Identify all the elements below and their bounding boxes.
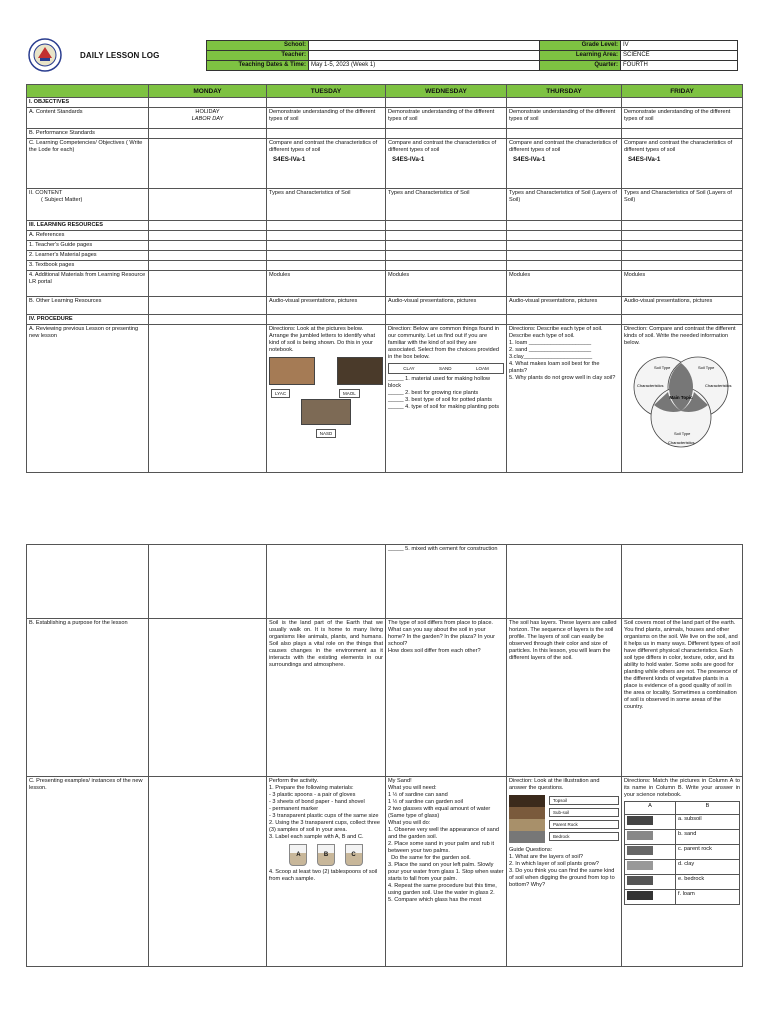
content-fri: Types and Characteristics of Soil (Layers of Soil) bbox=[622, 189, 743, 221]
present-thu bbox=[507, 777, 622, 967]
audio-thu: Audio-visual presentations, pictures bbox=[507, 297, 622, 315]
day-thursday: THURSDAY bbox=[507, 85, 622, 98]
area-value: SCIENCE bbox=[621, 51, 738, 61]
establish-wed bbox=[386, 619, 507, 777]
soil-pic-a bbox=[269, 357, 315, 399]
layer-bedrock: Bedrock bbox=[549, 832, 619, 841]
thu-line-2: Describe each type of soil. bbox=[509, 333, 575, 339]
teacher-label: Teacher: bbox=[207, 51, 309, 61]
lc-code: S4ES-IVa-1 bbox=[513, 156, 546, 163]
comp-tue bbox=[267, 139, 386, 189]
grade-value: IV bbox=[621, 41, 738, 51]
content-wed: Types and Characteristics of Soil bbox=[386, 189, 507, 221]
clay-picture bbox=[269, 357, 315, 385]
dates-label: Teaching Dates & Time: bbox=[207, 61, 309, 71]
present-fri bbox=[622, 777, 743, 967]
present-tue-2: 1. Prepare the following materials: bbox=[269, 785, 354, 791]
review-wed bbox=[386, 325, 507, 473]
comp-thu bbox=[507, 139, 622, 189]
lesson-table-1 bbox=[26, 84, 743, 473]
present-tue-8: 3. Label each sample with A, B and C. bbox=[269, 834, 364, 840]
venn-char-1: Characteristics bbox=[637, 383, 664, 388]
quarter-label: Quarter: bbox=[540, 61, 621, 71]
present-wed-6: What you will do: bbox=[388, 820, 431, 826]
cs-thu: Demonstrate understanding of the different types of soil bbox=[507, 108, 622, 129]
other-resources-row bbox=[27, 297, 743, 315]
lesson-log-header bbox=[26, 38, 742, 72]
choice-loam: LOAM bbox=[475, 366, 489, 371]
thu-line-1: Directions: Describe each type of soil. bbox=[509, 326, 603, 332]
match-table bbox=[624, 801, 740, 905]
wed-item-4: _____ 4. type of soil for making planting pots bbox=[388, 404, 500, 410]
document-title: DAILY LESSON LOG bbox=[80, 51, 160, 60]
lc-code: S4ES-IVa-1 bbox=[392, 156, 425, 163]
present-wed-11: 4. Repeat the same procedure but this time, using garden soil. Use the water in glass 2. bbox=[388, 883, 499, 896]
present-wed-1: My Sand! bbox=[388, 778, 412, 784]
thu-line-5: 3.clay______________________ bbox=[509, 354, 593, 360]
performance-standards-row bbox=[27, 129, 743, 139]
present-fri-text: Directions: Match the pictures in Column A to its name in Column B. Write your answer in your science notebook. bbox=[624, 778, 742, 798]
resources-heading: III. LEARNING RESOURCES bbox=[27, 221, 149, 231]
present-wed-4: 1 ½ of sardine can garden soil bbox=[388, 799, 463, 805]
additional-label: 4. Additional Materials from Learning Resource LR portal bbox=[27, 271, 149, 297]
competencies-label: C. Learning Competencies/ Objectives ( Write the Lode for each) bbox=[27, 139, 149, 189]
review-wed-intro: Direction: Below are common things found in our community. Let us find out if you are familiar with the kind of soil they are associated. Select from the choices provided in the box below. bbox=[388, 326, 501, 360]
comp-text: Compare and contrast the characteristics of different types of soil bbox=[624, 140, 733, 153]
establish-wed-2: What can you say about the soil in your home? In the garden? In the plaza? In your school? bbox=[388, 627, 497, 647]
jumbled-pictures bbox=[269, 357, 383, 399]
establish-wed-1: The type of soil differs from place to place. bbox=[388, 620, 493, 626]
day-header-row bbox=[27, 85, 743, 98]
layer-labels bbox=[549, 795, 619, 844]
content-thu: Types and Characteristics of Soil (Layers of Soil) bbox=[507, 189, 622, 221]
establishing-label: B. Establishing a purpose for the lesson bbox=[27, 619, 149, 777]
venn-soil-type-1: Soil Type bbox=[654, 365, 671, 370]
jumbled-word-1: LYAC bbox=[271, 389, 290, 398]
review-tue-text: Directions: Look at the pictures below. Arrange the jumbled letters to identify what kind of soil is being shown. Do this in your notebook. bbox=[269, 326, 377, 353]
present-wed-7: 1. Observe very well the appearance of sand and the garden soil. bbox=[388, 827, 501, 840]
guide-q-2: 2. In which layer of soil plants grow? bbox=[509, 861, 599, 867]
references-label: A. References bbox=[27, 231, 149, 241]
establish-tue: Soil is the land part of the Earth that we usually walk on. It is home to many living organisms like animals, plants, and humans. Soil also plays a vital role on the things that causes changes in the environment as it interacts with the existing elements in our surroundings and atmosphere. bbox=[267, 619, 386, 777]
cs-fri: Demonstrate understanding of the different types of soil bbox=[622, 108, 743, 129]
match-pic-3 bbox=[625, 845, 676, 860]
procedure-heading: IV. PROCEDURE bbox=[27, 315, 149, 325]
match-name-3: c. parent rock bbox=[676, 845, 740, 860]
jumbled-word-2: MAOL bbox=[339, 389, 360, 398]
comp-fri bbox=[622, 139, 743, 189]
wed-item-5: _____ 5. mixed with cement for construction bbox=[388, 546, 498, 552]
present-wed-3: 1 ½ of sardine can sand bbox=[388, 792, 448, 798]
present-tue-5: - permanent marker bbox=[269, 806, 319, 812]
comp-wed bbox=[386, 139, 507, 189]
lc-code: S4ES-IVa-1 bbox=[628, 156, 661, 163]
subject-matter-label: ( Subject Matter) bbox=[41, 197, 83, 203]
objectives-row bbox=[27, 98, 743, 108]
present-tue bbox=[267, 777, 386, 967]
tb-label: 3. Textbook pages bbox=[27, 261, 149, 271]
presenting-row bbox=[27, 777, 743, 967]
references-row bbox=[27, 231, 743, 241]
wed-item-1: _____ 1. material used for making hollow block bbox=[388, 376, 492, 389]
lc-code: S4ES-IVa-1 bbox=[273, 156, 306, 163]
present-tue-4: - 3 sheets of bond paper - hand shovel bbox=[269, 799, 365, 805]
col-b-header: B bbox=[676, 802, 740, 815]
match-pic-4 bbox=[625, 860, 676, 875]
venn-main-topic: Main Topic bbox=[669, 395, 693, 400]
review-fri-text: Direction: Compare and contrast the different kinds of soil. Write the needed information below. bbox=[624, 326, 738, 346]
content-row bbox=[27, 189, 743, 221]
present-tue-3: - 3 plastic spoons - a pair of gloves bbox=[269, 792, 356, 798]
header-info-table bbox=[206, 40, 738, 71]
match-pic-6 bbox=[625, 890, 676, 905]
present-tue-7: 2. Using the 3 transparent cups, collect three (3) samples of soil in your area. bbox=[269, 820, 382, 833]
school-value bbox=[309, 41, 540, 51]
content-label-cell bbox=[27, 189, 149, 221]
match-name-2: b. sand bbox=[676, 830, 740, 845]
monday-holiday bbox=[149, 108, 267, 129]
layer-subsoil: Sub-soil bbox=[549, 808, 619, 817]
school-label: School: bbox=[207, 41, 309, 51]
quarter-value: FOURTH bbox=[621, 61, 738, 71]
cs-tue: Demonstrate understanding of the different types of soil bbox=[267, 108, 386, 129]
blank-header-cell bbox=[27, 85, 149, 98]
match-name-1: a. subsoil bbox=[676, 815, 740, 830]
content-standards-row bbox=[27, 108, 743, 129]
thu-line-3: 1. loam ____________________ bbox=[509, 340, 592, 346]
comp-text: Compare and contrast the characteristics of different types of soil bbox=[509, 140, 618, 153]
page-2 bbox=[0, 512, 768, 1024]
presenting-label: C. Presenting examples/ instances of the new lesson. bbox=[27, 777, 149, 967]
tg-row bbox=[27, 241, 743, 251]
choice-sand: SAND bbox=[439, 366, 452, 371]
present-wed-2: What you will need: bbox=[388, 785, 437, 791]
thu-line-6: 4. What makes loam soil best for the plants? bbox=[509, 361, 602, 374]
present-thu-intro: Direction: Look at the illustration and answer the questions. bbox=[509, 778, 602, 791]
reviewing-label: A. Reviewing previous Lesson or presenting new lesson bbox=[27, 325, 149, 473]
guide-q-1: 1. What are the layers of soil? bbox=[509, 854, 583, 860]
present-wed-8: 2. Place some sand in your palm and rub it between your two palms. bbox=[388, 841, 496, 854]
review-wed-cont bbox=[386, 545, 507, 619]
tg-label: 1. Teacher's Guide pages bbox=[27, 241, 149, 251]
soil-pic-b bbox=[337, 357, 383, 399]
choice-clay: CLAY bbox=[403, 366, 415, 371]
establishing-row bbox=[27, 619, 743, 777]
match-pic-5 bbox=[625, 875, 676, 890]
content-heading: II. CONTENT bbox=[29, 190, 63, 196]
present-tue-6: - 3 transparent plastic cups of the same size bbox=[269, 813, 379, 819]
col-a-header: A bbox=[625, 802, 676, 815]
lesson-table-2 bbox=[26, 544, 743, 967]
jumbled-word-3: NASD bbox=[316, 429, 337, 438]
content-tue: Types and Characteristics of Soil bbox=[267, 189, 386, 221]
teacher-value bbox=[309, 51, 540, 61]
tb-row bbox=[27, 261, 743, 271]
soil-pic-c bbox=[269, 399, 383, 439]
sand-picture bbox=[301, 399, 351, 425]
loam-picture bbox=[337, 357, 383, 385]
present-wed-5: 2 two glasses with equal amount of water (Same type of glass) bbox=[388, 806, 492, 819]
establish-fri: Soil covers most of the land part of the earth. You find plants, animals, houses and other organisms on the soil. We live on the soil, and it helps us in many ways. Different types of soil have different physical characteristics. Each soil type differs in color, texture, odor, and its ability to hold water. Some soils are good for planting while others are not. The presence of the different kinds of vegetative plants in a place is evidence of a good quality of soil in the area or locality. Sometimes a combination of soil is observed in some areas of the country. bbox=[622, 619, 743, 777]
audio-fri: Audio-visual presentations, pictures bbox=[622, 297, 743, 315]
comp-text: Compare and contrast the characteristics of different types of soil bbox=[269, 140, 378, 153]
choices-box bbox=[388, 363, 504, 374]
audio-tue: Audio-visual presentations, pictures bbox=[267, 297, 386, 315]
review-tue bbox=[267, 325, 386, 473]
performance-standards-label: B. Performance Standards bbox=[27, 129, 149, 139]
venn-char-3: Characteristics bbox=[668, 440, 695, 445]
holiday-text: HOLIDAY bbox=[195, 109, 220, 115]
layer-topsoil: Topsoil bbox=[549, 796, 619, 805]
present-tue-9: 4. Scoop at least two (2) tablespoons of soil from each sample. bbox=[269, 869, 379, 882]
modules-wed: Modules bbox=[386, 271, 507, 297]
additional-row bbox=[27, 271, 743, 297]
reviewing-cont-row bbox=[27, 545, 743, 619]
soil-layer-stack bbox=[509, 795, 545, 844]
modules-thu: Modules bbox=[507, 271, 622, 297]
grade-label: Grade Level: bbox=[540, 41, 621, 51]
present-wed-9: Do the same for the garden soil. bbox=[388, 855, 471, 861]
labor-day-text: LABOR DAY bbox=[191, 116, 224, 122]
comp-text: Compare and contrast the characteristics of different types of soil bbox=[388, 140, 497, 153]
review-thu bbox=[507, 325, 622, 473]
lm-label: 2. Learner's Material pages bbox=[27, 251, 149, 261]
day-monday: MONDAY bbox=[149, 85, 267, 98]
reviewing-row bbox=[27, 325, 743, 473]
cup-c: C bbox=[345, 844, 363, 866]
content-standards-label: A. Content Standards bbox=[27, 108, 149, 129]
establish-thu: The soil has layers. These layers are called horizon. The sequence of layers is the soil profile. The layers of soil can easily be observed through their color and size of particles. In this lesson, you will learn the different layers of the soil. bbox=[507, 619, 622, 777]
match-name-5: e. bedrock bbox=[676, 875, 740, 890]
present-wed-12: 5. Compare which glass has the most bbox=[388, 897, 482, 903]
venn-char-2: Characteristics bbox=[705, 383, 732, 388]
match-name-4: d. clay bbox=[676, 860, 740, 875]
wed-item-3: _____ 3. best type of soil for potted plants bbox=[388, 397, 492, 403]
resources-row bbox=[27, 221, 743, 231]
review-fri bbox=[622, 325, 743, 473]
present-tue-1: Perform the activity. bbox=[269, 778, 319, 784]
audio-wed: Audio-visual presentations, pictures bbox=[386, 297, 507, 315]
establish-wed-3: How does soil differ from each other? bbox=[388, 648, 481, 654]
dates-value: May 1-5, 2023 (Week 1) bbox=[309, 61, 540, 71]
modules-tue: Modules bbox=[267, 271, 386, 297]
cup-b: B bbox=[317, 844, 335, 866]
soil-layers-illustration bbox=[509, 795, 619, 844]
venn-diagram bbox=[624, 347, 738, 453]
day-tuesday: TUESDAY bbox=[267, 85, 386, 98]
match-name-6: f. loam bbox=[676, 890, 740, 905]
match-pic-2 bbox=[625, 830, 676, 845]
present-wed bbox=[386, 777, 507, 967]
thu-line-4: 2. sand ____________________ bbox=[509, 347, 592, 353]
sample-cups bbox=[269, 844, 383, 866]
venn-soil-type-3: Soil Type bbox=[674, 431, 691, 436]
area-label: Learning Area: bbox=[540, 51, 621, 61]
competencies-row bbox=[27, 139, 743, 189]
layer-parent-rock: Parent Rock bbox=[549, 820, 619, 829]
procedure-row bbox=[27, 315, 743, 325]
match-pic-1 bbox=[625, 815, 676, 830]
venn-soil-type-2: Soil Type bbox=[698, 365, 715, 370]
cup-a: A bbox=[289, 844, 307, 866]
wed-item-2: _____ 2. best for growing rice plants bbox=[388, 390, 479, 396]
day-friday: FRIDAY bbox=[622, 85, 743, 98]
deped-seal-icon bbox=[28, 38, 62, 72]
present-wed-10: 3. Place the sand on your left palm. Slowly pour your water from glass 1. Stop when water starts to fall from your palm. bbox=[388, 862, 506, 882]
guide-q-title: Guide Questions: bbox=[509, 847, 553, 853]
other-label: B. Other Learning Resources bbox=[27, 297, 149, 315]
objectives-heading: I. OBJECTIVES bbox=[27, 98, 149, 108]
lm-row bbox=[27, 251, 743, 261]
modules-fri: Modules bbox=[622, 271, 743, 297]
thu-line-7: 5. Why plants do not grow well in clay soil? bbox=[509, 375, 616, 381]
day-wednesday: WEDNESDAY bbox=[386, 85, 507, 98]
guide-q-3: 3. Do you think you can find the same kind of soil when digging the ground from top to bottom? Why? bbox=[509, 868, 617, 888]
cs-wed: Demonstrate understanding of the different types of soil bbox=[386, 108, 507, 129]
